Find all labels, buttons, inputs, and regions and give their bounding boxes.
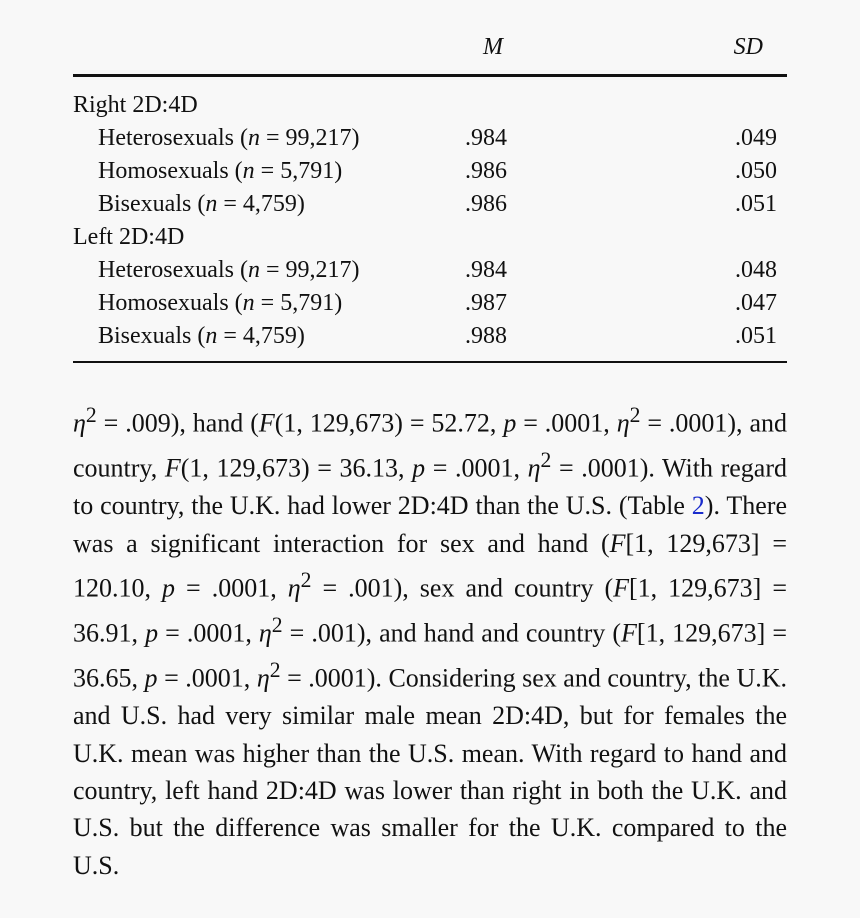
table-row: Homosexuals (n = 5,791) .987 .047 — [73, 287, 787, 320]
row-label: Heterosexuals — [98, 257, 234, 283]
row-n: 5,791 — [280, 290, 335, 316]
row-n: 4,759 — [242, 323, 297, 349]
row-n: 5,791 — [280, 158, 335, 184]
row-label: Heterosexuals — [98, 125, 234, 151]
group-title: Left 2D:4D — [73, 224, 185, 250]
row-mean: .987 — [465, 290, 507, 316]
table-reference-link[interactable]: 2 — [691, 491, 705, 521]
row-n: 4,759 — [242, 191, 297, 217]
row-n: 99,217 — [285, 125, 352, 151]
table-row: Heterosexuals (n = 99,217) .984 .049 — [73, 122, 787, 155]
table-row: Homosexuals (n = 5,791) .986 .050 — [73, 155, 787, 188]
group-row — [73, 76, 787, 123]
table-row: Bisexuals (n = 4,759) .986 .051 — [73, 188, 787, 221]
row-mean: .984 — [465, 257, 507, 283]
page — [73, 0, 787, 884]
table-row: Bisexuals (n = 4,759) .988 .051 — [73, 320, 787, 362]
body-paragraph: $\eta^2 = .009$), hand (F(1, 129,673) = 52.72, p = .0001, $\eta^2 = .0001$), and country, F(1, 129,673) = 36.13, p = .0001, $\eta^2 = .0001$). With regard to country, the U.K. had lower 2D:4D than the U.S. (Table 2). There was a significant interaction for sex and hand (F[1, 129,673] = 120.10, p = .0001, $\eta^2 = .001$), sex and country (F[1, 129,673] = 36.91, p = .0001, $\eta^2 = .001$), and hand and country (F[1, 129,673] = 36.65, p = .0001, $\eta^2 = .0001$). Considering sex and country, the U.K. and U.S. had very similar male mean 2D:4D, but for females the U.K. mean was higher than the U.S. mean. With regard to hand and country, left hand 2D:4D was lower than right in both the U.K. and U.S. but the difference was smaller for the U.K. compared to the U.S. — [73, 403, 788, 880]
results-table — [73, 0, 787, 363]
row-label: Bisexuals — [98, 191, 192, 217]
header-label — [73, 0, 413, 76]
row-mean: .986 — [465, 191, 507, 217]
row-mean: .988 — [413, 320, 673, 362]
header-sd: SD — [673, 0, 787, 76]
row-n: 99,217 — [285, 257, 352, 283]
row-label: Bisexuals — [98, 323, 192, 349]
row-sd: .047 — [735, 290, 777, 316]
group-title: Right 2D:4D — [73, 92, 198, 118]
table-header-row — [73, 0, 787, 76]
row-sd: .049 — [735, 125, 777, 151]
row-sd: .051 — [673, 320, 787, 362]
row-sd: .051 — [735, 191, 777, 217]
row-sd: .050 — [735, 158, 777, 184]
group-row — [73, 221, 787, 254]
row-sd: .048 — [735, 257, 777, 283]
row-mean: .986 — [465, 158, 507, 184]
header-mean: M — [413, 0, 673, 76]
row-label: Homosexuals — [98, 290, 229, 316]
row-label: Homosexuals — [98, 158, 229, 184]
row-mean: .984 — [465, 125, 507, 151]
table-row: Heterosexuals (n = 99,217) .984 .048 — [73, 254, 787, 287]
